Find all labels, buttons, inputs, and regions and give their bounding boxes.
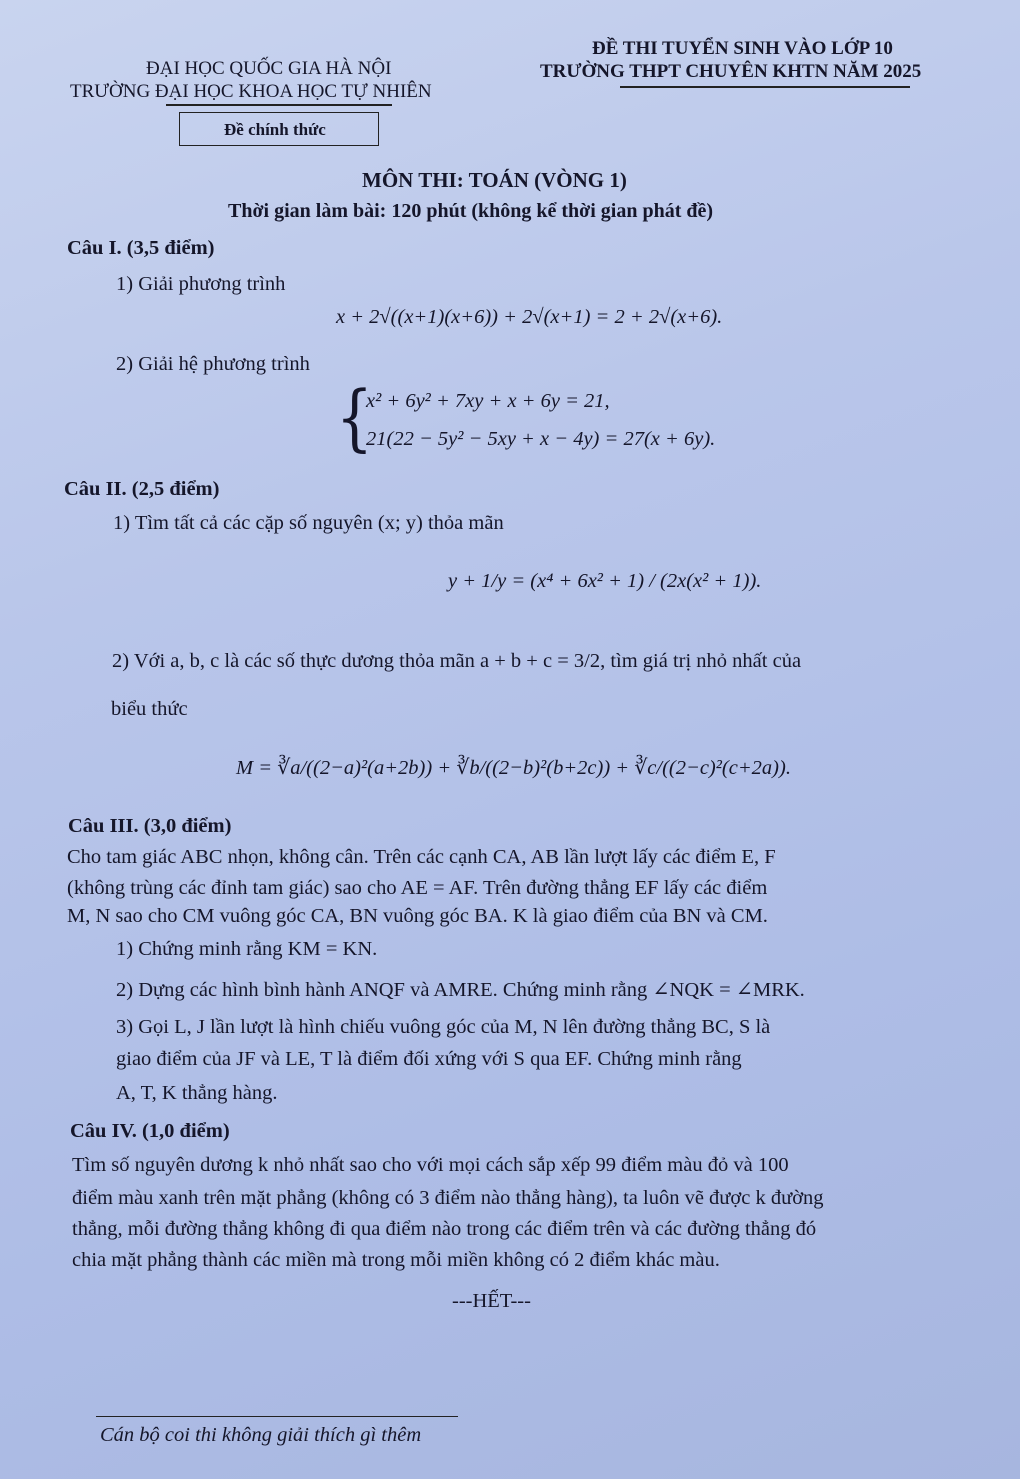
q2-part2-line2: biểu thức: [111, 698, 188, 720]
q1-part2-label: 2) Giải hệ phương trình: [116, 353, 310, 375]
q2-part2-line1: 2) Với a, b, c là các số thực dương thỏa mãn a + b + c = 3/2, tìm giá trị nhỏ nhất của: [112, 650, 802, 672]
q1-part1-label: 1) Giải phương trình: [116, 273, 286, 295]
q4-title: Câu IV. (1,0 điểm): [70, 1120, 230, 1142]
footer-rule: [96, 1416, 458, 1417]
q2-part1-equation: y + 1/y = (x⁴ + 6x² + 1) / (2x(x² + 1)).: [448, 570, 762, 592]
exam-school: TRƯỜNG THPT CHUYÊN KHTN NĂM 2025: [540, 61, 922, 82]
q4-line3: thẳng, mỗi đường thẳng không đi qua điểm nào trong các điểm trên và các đường thẳng đó: [72, 1218, 817, 1240]
q3-intro-line1: Cho tam giác ABC nhọn, không cân. Trên các cạnh CA, AB lần lượt lấy các điểm E, F: [67, 846, 776, 868]
official-label: Đề chính thức: [224, 120, 326, 139]
end-marker: ---HẾT---: [452, 1290, 531, 1312]
exam-title: ĐỀ THI TUYỂN SINH VÀO LỚP 10: [592, 38, 893, 59]
school-name: TRƯỜNG ĐẠI HỌC KHOA HỌC TỰ NHIÊN: [70, 81, 432, 102]
q1-system-eq2: 21(22 − 5y² − 5xy + x − 4y) = 27(x + 6y).: [366, 428, 716, 450]
q3-part2: 2) Dựng các hình bình hành ANQF và AMRE. Chứng minh rằng ∠NQK = ∠MRK.: [116, 979, 805, 1001]
q3-part1: 1) Chứng minh rằng KM = KN.: [116, 938, 378, 960]
university-name: ĐẠI HỌC QUỐC GIA HÀ NỘI: [146, 58, 392, 79]
q4-line4: chia mặt phẳng thành các miền mà trong mỗi miền không có 2 điểm khác màu.: [72, 1249, 720, 1271]
q1-title: Câu I. (3,5 điểm): [67, 237, 215, 259]
q3-intro-line2: (không trùng các đỉnh tam giác) sao cho AE = AF. Trên đường thẳng EF lấy các điểm: [67, 877, 768, 899]
subject-title: MÔN THI: TOÁN (VÒNG 1): [362, 168, 627, 192]
q3-title: Câu III. (3,0 điểm): [68, 815, 232, 837]
footer-note: Cán bộ coi thi không giải thích gì thêm: [100, 1424, 422, 1446]
q4-line2: điểm màu xanh trên mặt phẳng (không có 3 điểm nào thẳng hàng), ta luôn vẽ được k đường: [72, 1187, 824, 1209]
q2-part2-expression: M = ∛a/((2−a)²(a+2b)) + ∛b/((2−b)²(b+2c)) + ∛c/((2−c)²(c+2a)).: [236, 757, 791, 779]
duration: Thời gian làm bài: 120 phút (không kể thời gian phát đề): [228, 200, 714, 222]
q1-system-eq1: x² + 6y² + 7xy + x + 6y = 21,: [366, 390, 610, 412]
q3-part3-line2: giao điểm của JF và LE, T là điểm đối xứng với S qua EF. Chứng minh rằng: [116, 1048, 742, 1070]
q3-intro-line3: M, N sao cho CM vuông góc CA, BN vuông góc BA. K là giao điểm của BN và CM.: [67, 905, 768, 927]
q2-part1-label: 1) Tìm tất cả các cặp số nguyên (x; y) thỏa mãn: [113, 512, 504, 534]
q3-part3-line3: A, T, K thẳng hàng.: [116, 1082, 278, 1104]
q1-part1-equation: x + 2√((x+1)(x+6)) + 2√(x+1) = 2 + 2√(x+6).: [336, 306, 723, 328]
exam-school-underline: [620, 86, 910, 88]
system-brace: {: [336, 374, 373, 460]
q2-title: Câu II. (2,5 điểm): [64, 478, 220, 500]
school-underline: [166, 104, 392, 106]
q3-part3-line1: 3) Gọi L, J lần lượt là hình chiếu vuông góc của M, N lên đường thẳng BC, S là: [116, 1016, 771, 1038]
q4-line1: Tìm số nguyên dương k nhỏ nhất sao cho với mọi cách sắp xếp 99 điểm màu đỏ và 100: [72, 1154, 789, 1176]
